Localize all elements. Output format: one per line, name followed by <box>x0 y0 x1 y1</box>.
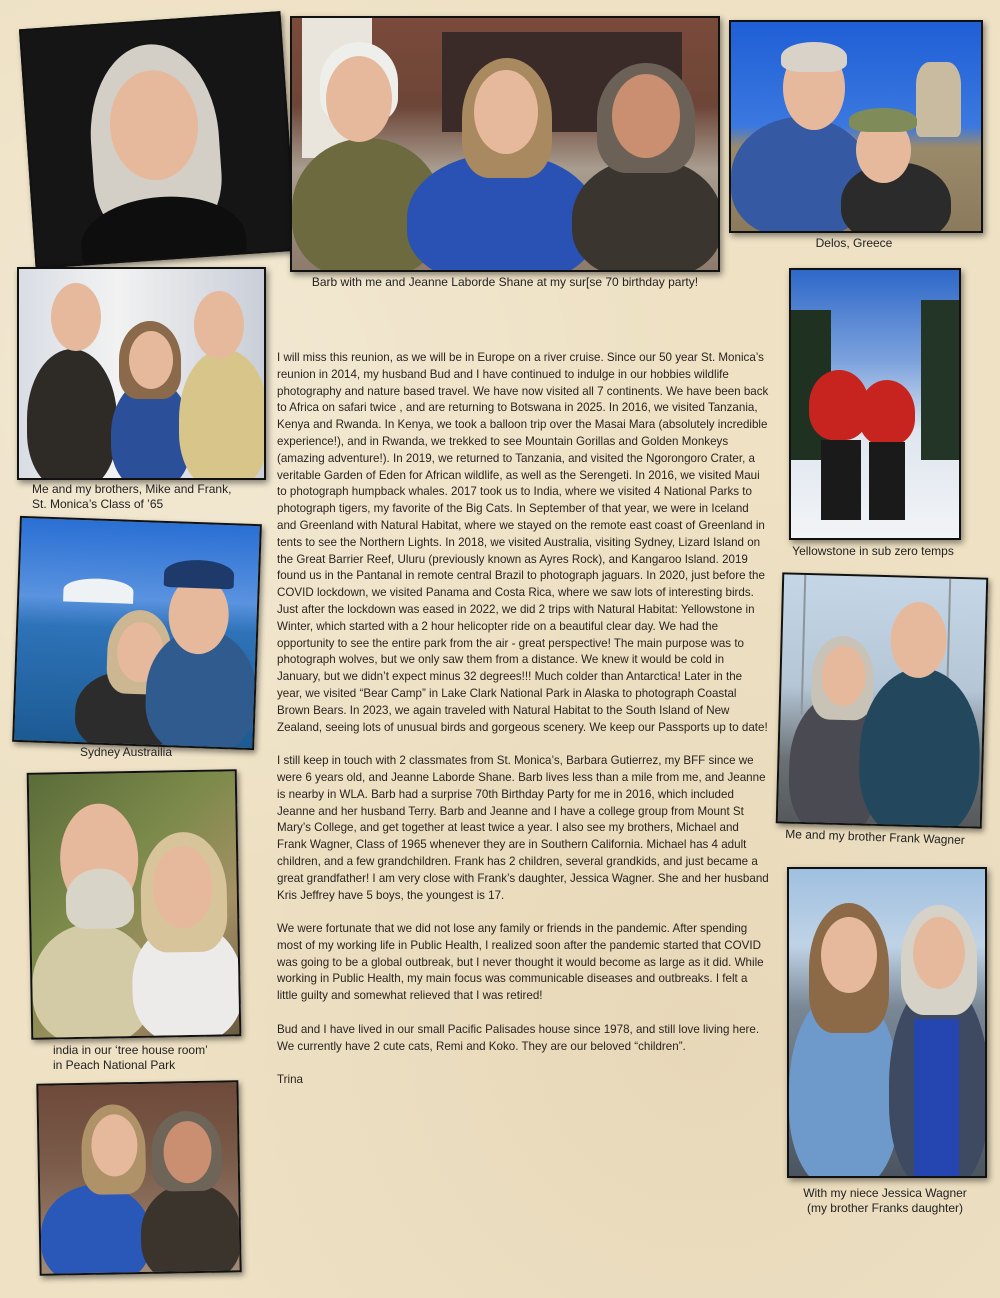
signature: Trina <box>277 1073 303 1087</box>
caption-brothers: Me and my brothers, Mike and Frank, St. Monica’s Class of ’65 <box>32 482 232 511</box>
caption-india: india in our ‘tree house room’ in Peach National Park <box>53 1043 208 1072</box>
story-paragraph-pandemic: We were fortunate that we did not lose any family or friends in the pandemic. After spending most of my working life in Public Health, I realized soon after the pandemic started that COVID was going to be a global outbreak, but I never thought it would become as large as it did. While working in Public Health, my main focus was communicable diseases and outbreaks. I felt a little guilty and somewhat relieved that I was retired! <box>277 922 764 1003</box>
portrait-photo <box>19 11 297 269</box>
sydney-photo <box>12 516 262 750</box>
frank-photo <box>776 572 988 828</box>
caption-party: Barb with me and Jeanne Laborde Shane at my sur[se 70 birthday party! <box>311 275 699 289</box>
brothers-photo <box>17 267 266 480</box>
yellowstone-photo <box>789 268 961 540</box>
caption-frank: Me and my brother Frank Wagner <box>785 826 966 848</box>
story-paragraph-home: Bud and I have lived in our small Pacific Palisades house since 1978, and still love living here. We currently have 2 cute cats, Remi and Koko. They are our beloved “children”. <box>277 1022 760 1053</box>
story-paragraph-travel: I will miss this reunion, as we will be in Europe on a river cruise. Since our 50 year St. Monica’s reunion in 2014, my husband Bud and I have continued to indulge in our hobbies wildlife photography and nature based travel. We have now visited all 7 continents. We have been back to Africa on safari twice , and are returning to Botswana in 2025. In 2016, we visited Tanzania, Kenya and Rwanda. In Kenya, we took a balloon trip over the Masai Mara (absolutely incredible experience!), and in Rwanda, we trekked to see Mountain Gorillas and Golden Monkeys (amazing adventure!). In 2019, we returned to Tanzania, and visited the Ngorongoro Crater, a veritable Garden of Eden for African wildlife, as well as the Serengeti. In 2016, we visited Maui to photograph humpback whales. 2017 took us to India, where we visited 4 National Parks to photograph tigers, my favorite of the Big Cats. In September of that year, we were in Iceland and Greenland with Natural Habitat, where we stayed on the remote east coast of Greenland in tents to see the Northern Lights. In 2018, we visited Australia, visiting Sydney, Lizard Island on the Great Barrier Reef, Uluru (previously known as Ayres Rock), and Kangaroo Island. 2019 found us in the Pantanal in remote central Brazil to photograph jaguars. In 2020, just before the COVID lockdown, we visited Panama and Costa Rica, where we saw lots of interesting birds. Just after the lockdown was eased in 2022, we did 2 trips with Natural Habitat: Yellowstone in Winter, which started with a 2 hour helicopter ride on a beautiful clear day. We had the opportunity to see the entire park from the air - great perspective! The main purpose was to photograph wolves, but we only saw them from a distance. We knew it would be cold in January, but we didn’t expect minus 32 degrees!!! Much colder than Antarctica! Later in the year, we visited “Bear Camp” in Lake Clark National Park in Alaska to photograph Coastal Brown Bears. In 2023, we again traveled with Natural Habitat to the South Island of New Zealand, seeing lots of unusual birds and gorgeous scenery. We keep our Passports up to date! <box>277 351 769 734</box>
party-photo <box>290 16 720 272</box>
caption-yellowstone: Yellowstone in sub zero temps <box>792 544 954 558</box>
caption-delos: Delos, Greece <box>815 236 893 250</box>
story-text <box>277 350 769 1106</box>
story-paragraph-classmates: I still keep in touch with 2 classmates from St. Monica’s, Barbara Gutierrez, my BFF since we were 6 years old, and Jeanne Laborde Shane. Barb lives less than a mile from me, and Jeanne is nearby in WLA. Barb had a surprise 70th Birthday Party for me in 2016, which included Jeanne and her husband Terry. Barb and Jeanne and I have a college group from Mount St Mary’s College, and get together at least twice a year. I also see my brothers, Michael and Frank Wagner, Class of 1965 whenever they are in Southern California. Michael has 4 adult children, and a few grandchildren. Frank has 2 children, several grandkids, and just became a great grandfather! I am very close with Frank’s daughter, Jessica Wagner. She and her husband Kris Jeffrey have 5 boys, the youngest is 17. <box>277 754 769 902</box>
caption-sydney: Sydney Austrailia <box>79 745 173 759</box>
caption-niece: With my niece Jessica Wagner (my brother Franks daughter) <box>803 1186 967 1215</box>
barb-jeanne-photo <box>36 1080 241 1275</box>
niece-photo <box>787 867 987 1178</box>
delos-photo <box>729 20 983 233</box>
india-photo <box>27 769 242 1040</box>
